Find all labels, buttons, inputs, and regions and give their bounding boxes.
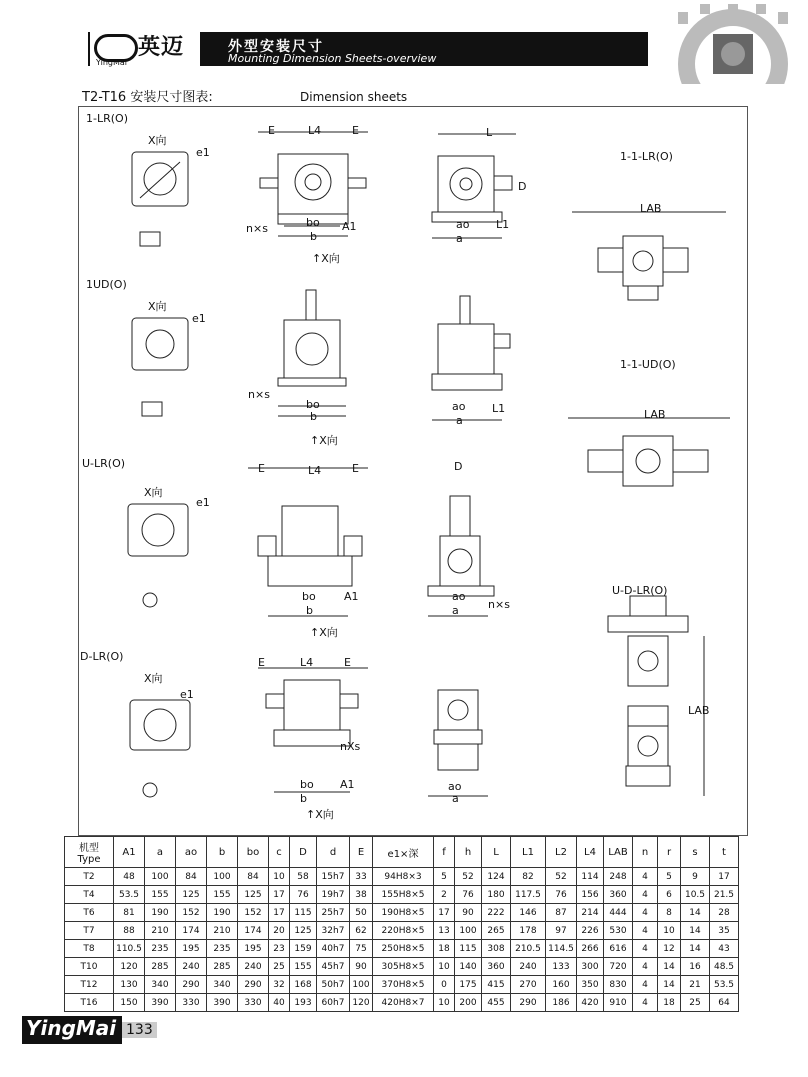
table-cell: 32h7	[317, 922, 350, 940]
table-cell: 9	[681, 868, 710, 886]
table-cell: 10	[434, 994, 455, 1012]
table-cell: 114	[577, 868, 604, 886]
table-cell: 290	[176, 976, 207, 994]
table-row	[65, 904, 739, 922]
col-header: h	[455, 837, 482, 868]
table-cell: 140	[455, 958, 482, 976]
table-cell: 25	[681, 994, 710, 1012]
table-cell: 62	[350, 922, 373, 940]
label-E-3b: E	[352, 462, 359, 475]
label-ao-2: ao	[452, 400, 466, 413]
table-cell: 35	[710, 922, 739, 940]
table-cell: 5	[434, 868, 455, 886]
table-cell: 330	[238, 994, 269, 1012]
table-cell: 90	[455, 904, 482, 922]
table-cell: 32	[269, 976, 290, 994]
table-cell: 308	[482, 940, 511, 958]
table-cell: 50	[350, 904, 373, 922]
table-cell: 13	[434, 922, 455, 940]
table-cell: 350	[577, 976, 604, 994]
table-cell: 195	[238, 940, 269, 958]
table-cell: 155	[207, 886, 238, 904]
col-header: r	[658, 837, 681, 868]
label-L4-1: L4	[308, 124, 322, 137]
label-bo-4: bo	[300, 778, 314, 791]
table-cell: 616	[604, 940, 633, 958]
gear-icon	[658, 4, 808, 84]
table-cell: 18	[434, 940, 455, 958]
table-cell: 420	[577, 994, 604, 1012]
page-number: 133	[122, 1022, 157, 1038]
table-cell: 52	[455, 868, 482, 886]
table-row	[65, 994, 739, 1012]
table-cell-type: T8	[65, 940, 114, 958]
table-cell: 210	[207, 922, 238, 940]
label-LAB-2: LAB	[644, 408, 666, 421]
table-row	[65, 976, 739, 994]
table-cell: 190	[207, 904, 238, 922]
table-cell: 285	[207, 958, 238, 976]
col-header: L4	[577, 837, 604, 868]
section-label-3: U-LR(O)	[82, 457, 126, 470]
label-x-view-4: X向	[144, 672, 163, 685]
table-cell: 5	[658, 868, 681, 886]
label-ao-3: ao	[452, 590, 466, 603]
col-header: f	[434, 837, 455, 868]
label-e1-3: e1	[196, 496, 210, 509]
table-cell: 390	[207, 994, 238, 1012]
table-cell: 17	[434, 904, 455, 922]
table-cell: 0	[434, 976, 455, 994]
table-cell-type: T10	[65, 958, 114, 976]
label-A1-3: A1	[344, 590, 359, 603]
table-cell: 174	[176, 922, 207, 940]
table-cell: 360	[482, 958, 511, 976]
table-cell: 2	[434, 886, 455, 904]
table-cell: 40	[269, 994, 290, 1012]
table-cell: 33	[350, 868, 373, 886]
table-cell: 125	[290, 922, 317, 940]
col-header: A1	[114, 837, 145, 868]
table-cell: 4	[633, 886, 658, 904]
table-cell: 120	[350, 994, 373, 1012]
table-cell: 10	[658, 922, 681, 940]
table-cell: 60h7	[317, 994, 350, 1012]
table-cell: 110.5	[114, 940, 145, 958]
label-b-4: b	[300, 792, 307, 805]
table-cell: 82	[511, 868, 546, 886]
table-cell: 340	[207, 976, 238, 994]
table-cell: 18	[658, 994, 681, 1012]
col-header: e1×深	[373, 837, 434, 868]
label-ao-4: ao	[448, 780, 462, 793]
table-cell: 38	[350, 886, 373, 904]
col-header: D	[290, 837, 317, 868]
footer-brand: YingMai	[26, 1016, 117, 1040]
table-cell: 10	[434, 958, 455, 976]
table-cell: 210.5	[511, 940, 546, 958]
table-row	[65, 922, 739, 940]
table-row	[65, 958, 739, 976]
col-header: t	[710, 837, 739, 868]
table-cell: 180	[482, 886, 511, 904]
table-cell: 4	[633, 922, 658, 940]
header-type: 机型 Type	[65, 837, 114, 868]
table-cell: 100	[350, 976, 373, 994]
label-nxs-2: n×s	[248, 388, 270, 401]
table-cell: 174	[238, 922, 269, 940]
label-x-dir-2: ↑X向	[310, 434, 338, 447]
label-a-3: a	[452, 604, 459, 617]
label-L4-3: L4	[308, 464, 322, 477]
table-cell: 250H8×5	[373, 940, 434, 958]
table-cell: 226	[577, 922, 604, 940]
table-cell: 25h7	[317, 904, 350, 922]
table-cell: 15h7	[317, 868, 350, 886]
col-header: b	[207, 837, 238, 868]
table-cell: 455	[482, 994, 511, 1012]
table-cell: 210	[145, 922, 176, 940]
table-cell: 14	[681, 922, 710, 940]
table-cell: 4	[633, 868, 658, 886]
table-cell: 100	[145, 868, 176, 886]
table-cell: 290	[238, 976, 269, 994]
label-A1-1: A1	[342, 220, 357, 233]
table-cell: 45h7	[317, 958, 350, 976]
label-bo-1: bo	[306, 216, 320, 229]
label-E-4b: E	[344, 656, 351, 669]
table-cell: 152	[176, 904, 207, 922]
table-cell: 168	[290, 976, 317, 994]
table-cell: 10	[269, 868, 290, 886]
table-cell: 14	[681, 940, 710, 958]
table-cell: 146	[511, 904, 546, 922]
table-cell: 114.5	[546, 940, 577, 958]
table-cell: 115	[290, 904, 317, 922]
label-e1-4: e1	[180, 688, 194, 701]
table-cell: 20	[269, 922, 290, 940]
variant-label-2: 1-1-UD(O)	[620, 358, 676, 371]
table-cell: 14	[658, 958, 681, 976]
label-x-dir-4: ↑X向	[306, 808, 334, 821]
col-header: LAB	[604, 837, 633, 868]
label-E-1: E	[268, 124, 275, 137]
label-D-1: D	[518, 180, 527, 193]
label-nxs-1: n×s	[246, 222, 268, 235]
table-cell: 222	[482, 904, 511, 922]
table-cell: 220H8×5	[373, 922, 434, 940]
table-cell: 48.5	[710, 958, 739, 976]
label-x-view-2: X向	[148, 300, 167, 313]
table-cell: 330	[176, 994, 207, 1012]
table-cell: 235	[145, 940, 176, 958]
table-cell: 910	[604, 994, 633, 1012]
table-cell: 43	[710, 940, 739, 958]
label-bo-3: bo	[302, 590, 316, 603]
col-header: a	[145, 837, 176, 868]
label-D-3: D	[454, 460, 463, 473]
table-row	[65, 886, 739, 904]
table-cell: 87	[546, 904, 577, 922]
table-row	[65, 940, 739, 958]
technical-drawings	[78, 106, 746, 834]
table-cell: 130	[114, 976, 145, 994]
col-header: s	[681, 837, 710, 868]
label-bo-2: bo	[306, 398, 320, 411]
table-cell: 125	[238, 886, 269, 904]
table-cell: 14	[681, 904, 710, 922]
table-cell: 84	[176, 868, 207, 886]
table-cell: 120	[114, 958, 145, 976]
label-E-4: E	[258, 656, 265, 669]
table-cell: 21	[681, 976, 710, 994]
table-cell: 155	[290, 958, 317, 976]
label-L1-2: L1	[492, 402, 506, 415]
table-cell: 88	[114, 922, 145, 940]
col-header: L2	[546, 837, 577, 868]
table-cell: 4	[633, 976, 658, 994]
table-cell: 265	[482, 922, 511, 940]
label-E-3: E	[258, 462, 265, 475]
table-cell: 17	[710, 868, 739, 886]
table-cell: 530	[604, 922, 633, 940]
label-x-dir-1: ↑X向	[312, 252, 340, 265]
table-cell: 16	[681, 958, 710, 976]
table-cell: 17	[269, 886, 290, 904]
label-x-view-1: X向	[148, 134, 167, 147]
label-a-1: a	[456, 232, 463, 245]
table-cell: 125	[176, 886, 207, 904]
label-e1-2: e1	[192, 312, 206, 325]
table-cell: 133	[546, 958, 577, 976]
label-ao-1: ao	[456, 218, 470, 231]
table-cell: 305H8×5	[373, 958, 434, 976]
table-cell: 90	[350, 958, 373, 976]
table-cell: 12	[658, 940, 681, 958]
table-cell: 28	[710, 904, 739, 922]
variant-label-1: 1-1-LR(O)	[620, 150, 673, 163]
table-cell: 4	[633, 904, 658, 922]
section-label-1: 1-LR(O)	[86, 112, 128, 125]
table-cell: 830	[604, 976, 633, 994]
col-header: L1	[511, 837, 546, 868]
table-cell: 53.5	[710, 976, 739, 994]
col-header: c	[269, 837, 290, 868]
table-cell: 190H8×5	[373, 904, 434, 922]
col-header: ao	[176, 837, 207, 868]
label-nxs-3: n×s	[488, 598, 510, 611]
table-header-row	[65, 837, 739, 868]
table-cell: 300	[577, 958, 604, 976]
variant-label-3: U-D-LR(O)	[612, 584, 668, 597]
table-cell: 94H8×3	[373, 868, 434, 886]
label-L4-4: L4	[300, 656, 314, 669]
table-cell: 270	[511, 976, 546, 994]
table-cell: 195	[176, 940, 207, 958]
table-cell: 390	[145, 994, 176, 1012]
table-cell: 40h7	[317, 940, 350, 958]
table-cell: 8	[658, 904, 681, 922]
table-cell-type: T7	[65, 922, 114, 940]
label-a-4: a	[452, 792, 459, 805]
table-cell: 159	[290, 940, 317, 958]
col-header: n	[633, 837, 658, 868]
table-cell: 48	[114, 868, 145, 886]
table-cell: 100	[455, 922, 482, 940]
label-a-2: a	[456, 414, 463, 427]
label-b-3: b	[306, 604, 313, 617]
table-cell: 720	[604, 958, 633, 976]
table-cell: 214	[577, 904, 604, 922]
col-header: bo	[238, 837, 269, 868]
table-cell: 340	[145, 976, 176, 994]
table-cell: 370H8×5	[373, 976, 434, 994]
label-L1-1: L1	[496, 218, 510, 231]
table-cell: 290	[511, 994, 546, 1012]
table-row	[65, 868, 739, 886]
table-cell: 76	[455, 886, 482, 904]
table-cell: 248	[604, 868, 633, 886]
label-A1-4: A1	[340, 778, 355, 791]
label-LAB-1: LAB	[640, 202, 662, 215]
brand-name-cn: 英迈	[138, 35, 185, 60]
table-cell: 115	[455, 940, 482, 958]
table-cell: 117.5	[511, 886, 546, 904]
table-cell: 178	[511, 922, 546, 940]
table-cell: 100	[207, 868, 238, 886]
table-cell: 155	[145, 886, 176, 904]
col-header: d	[317, 837, 350, 868]
table-cell: 97	[546, 922, 577, 940]
table-cell: 17	[269, 904, 290, 922]
table-cell: 155H8×5	[373, 886, 434, 904]
table-cell: 53.5	[114, 886, 145, 904]
table-cell: 23	[269, 940, 290, 958]
table-cell: 52	[546, 868, 577, 886]
table-cell: 4	[633, 958, 658, 976]
table-cell: 50h7	[317, 976, 350, 994]
table-cell-type: T4	[65, 886, 114, 904]
label-e1-1: e1	[196, 146, 210, 159]
table-cell: 190	[145, 904, 176, 922]
table-cell: 19h7	[317, 886, 350, 904]
table-cell: 360	[604, 886, 633, 904]
table-cell: 64	[710, 994, 739, 1012]
table-cell: 81	[114, 904, 145, 922]
table-cell-type: T12	[65, 976, 114, 994]
table-cell: 76	[290, 886, 317, 904]
table-cell: 58	[290, 868, 317, 886]
sheet-title-cn: T2-T16 安装尺寸图表:	[82, 90, 213, 105]
section-label-2: 1UD(O)	[86, 278, 127, 291]
table-cell-type: T2	[65, 868, 114, 886]
table-cell: 444	[604, 904, 633, 922]
table-cell: 235	[207, 940, 238, 958]
table-cell: 25	[269, 958, 290, 976]
table-cell: 14	[658, 976, 681, 994]
label-E-1b: E	[352, 124, 359, 137]
table-cell: 4	[633, 940, 658, 958]
table-cell: 240	[238, 958, 269, 976]
label-nXs-4: nXs	[340, 740, 361, 753]
label-L-1: L	[486, 126, 493, 139]
table-cell: 150	[114, 994, 145, 1012]
dimension-table	[64, 836, 739, 1012]
table-cell: 4	[633, 994, 658, 1012]
table-cell: 75	[350, 940, 373, 958]
table-cell: 240	[511, 958, 546, 976]
label-b-1: b	[310, 230, 317, 243]
table-cell: 415	[482, 976, 511, 994]
table-cell: 193	[290, 994, 317, 1012]
table-cell: 420H8×7	[373, 994, 434, 1012]
table-cell: 200	[455, 994, 482, 1012]
table-cell: 152	[238, 904, 269, 922]
table-cell-type: T6	[65, 904, 114, 922]
table-cell: 84	[238, 868, 269, 886]
col-header: E	[350, 837, 373, 868]
table-cell: 10.5	[681, 886, 710, 904]
table-cell: 266	[577, 940, 604, 958]
label-x-dir-3: ↑X向	[310, 626, 338, 639]
table-cell: 186	[546, 994, 577, 1012]
sheet-title-en: Dimension sheets	[300, 90, 408, 104]
table-cell: 156	[577, 886, 604, 904]
table-cell: 124	[482, 868, 511, 886]
table-cell: 76	[546, 886, 577, 904]
table-cell: 175	[455, 976, 482, 994]
table-cell: 160	[546, 976, 577, 994]
label-x-view-3: X向	[144, 486, 163, 499]
header-title-en: Mounting Dimension Sheets-overview	[228, 52, 437, 65]
table-cell-type: T16	[65, 994, 114, 1012]
header-title-cn: 外型安装尺寸	[228, 39, 324, 55]
table-cell: 21.5	[710, 886, 739, 904]
brand-name-en: YingMai	[96, 58, 127, 67]
table-cell: 240	[176, 958, 207, 976]
section-label-4: D-LR(O)	[80, 650, 124, 663]
table-cell: 6	[658, 886, 681, 904]
col-header: L	[482, 837, 511, 868]
table-cell: 285	[145, 958, 176, 976]
label-LAB-3: LAB	[688, 704, 710, 717]
label-b-2: b	[310, 410, 317, 423]
